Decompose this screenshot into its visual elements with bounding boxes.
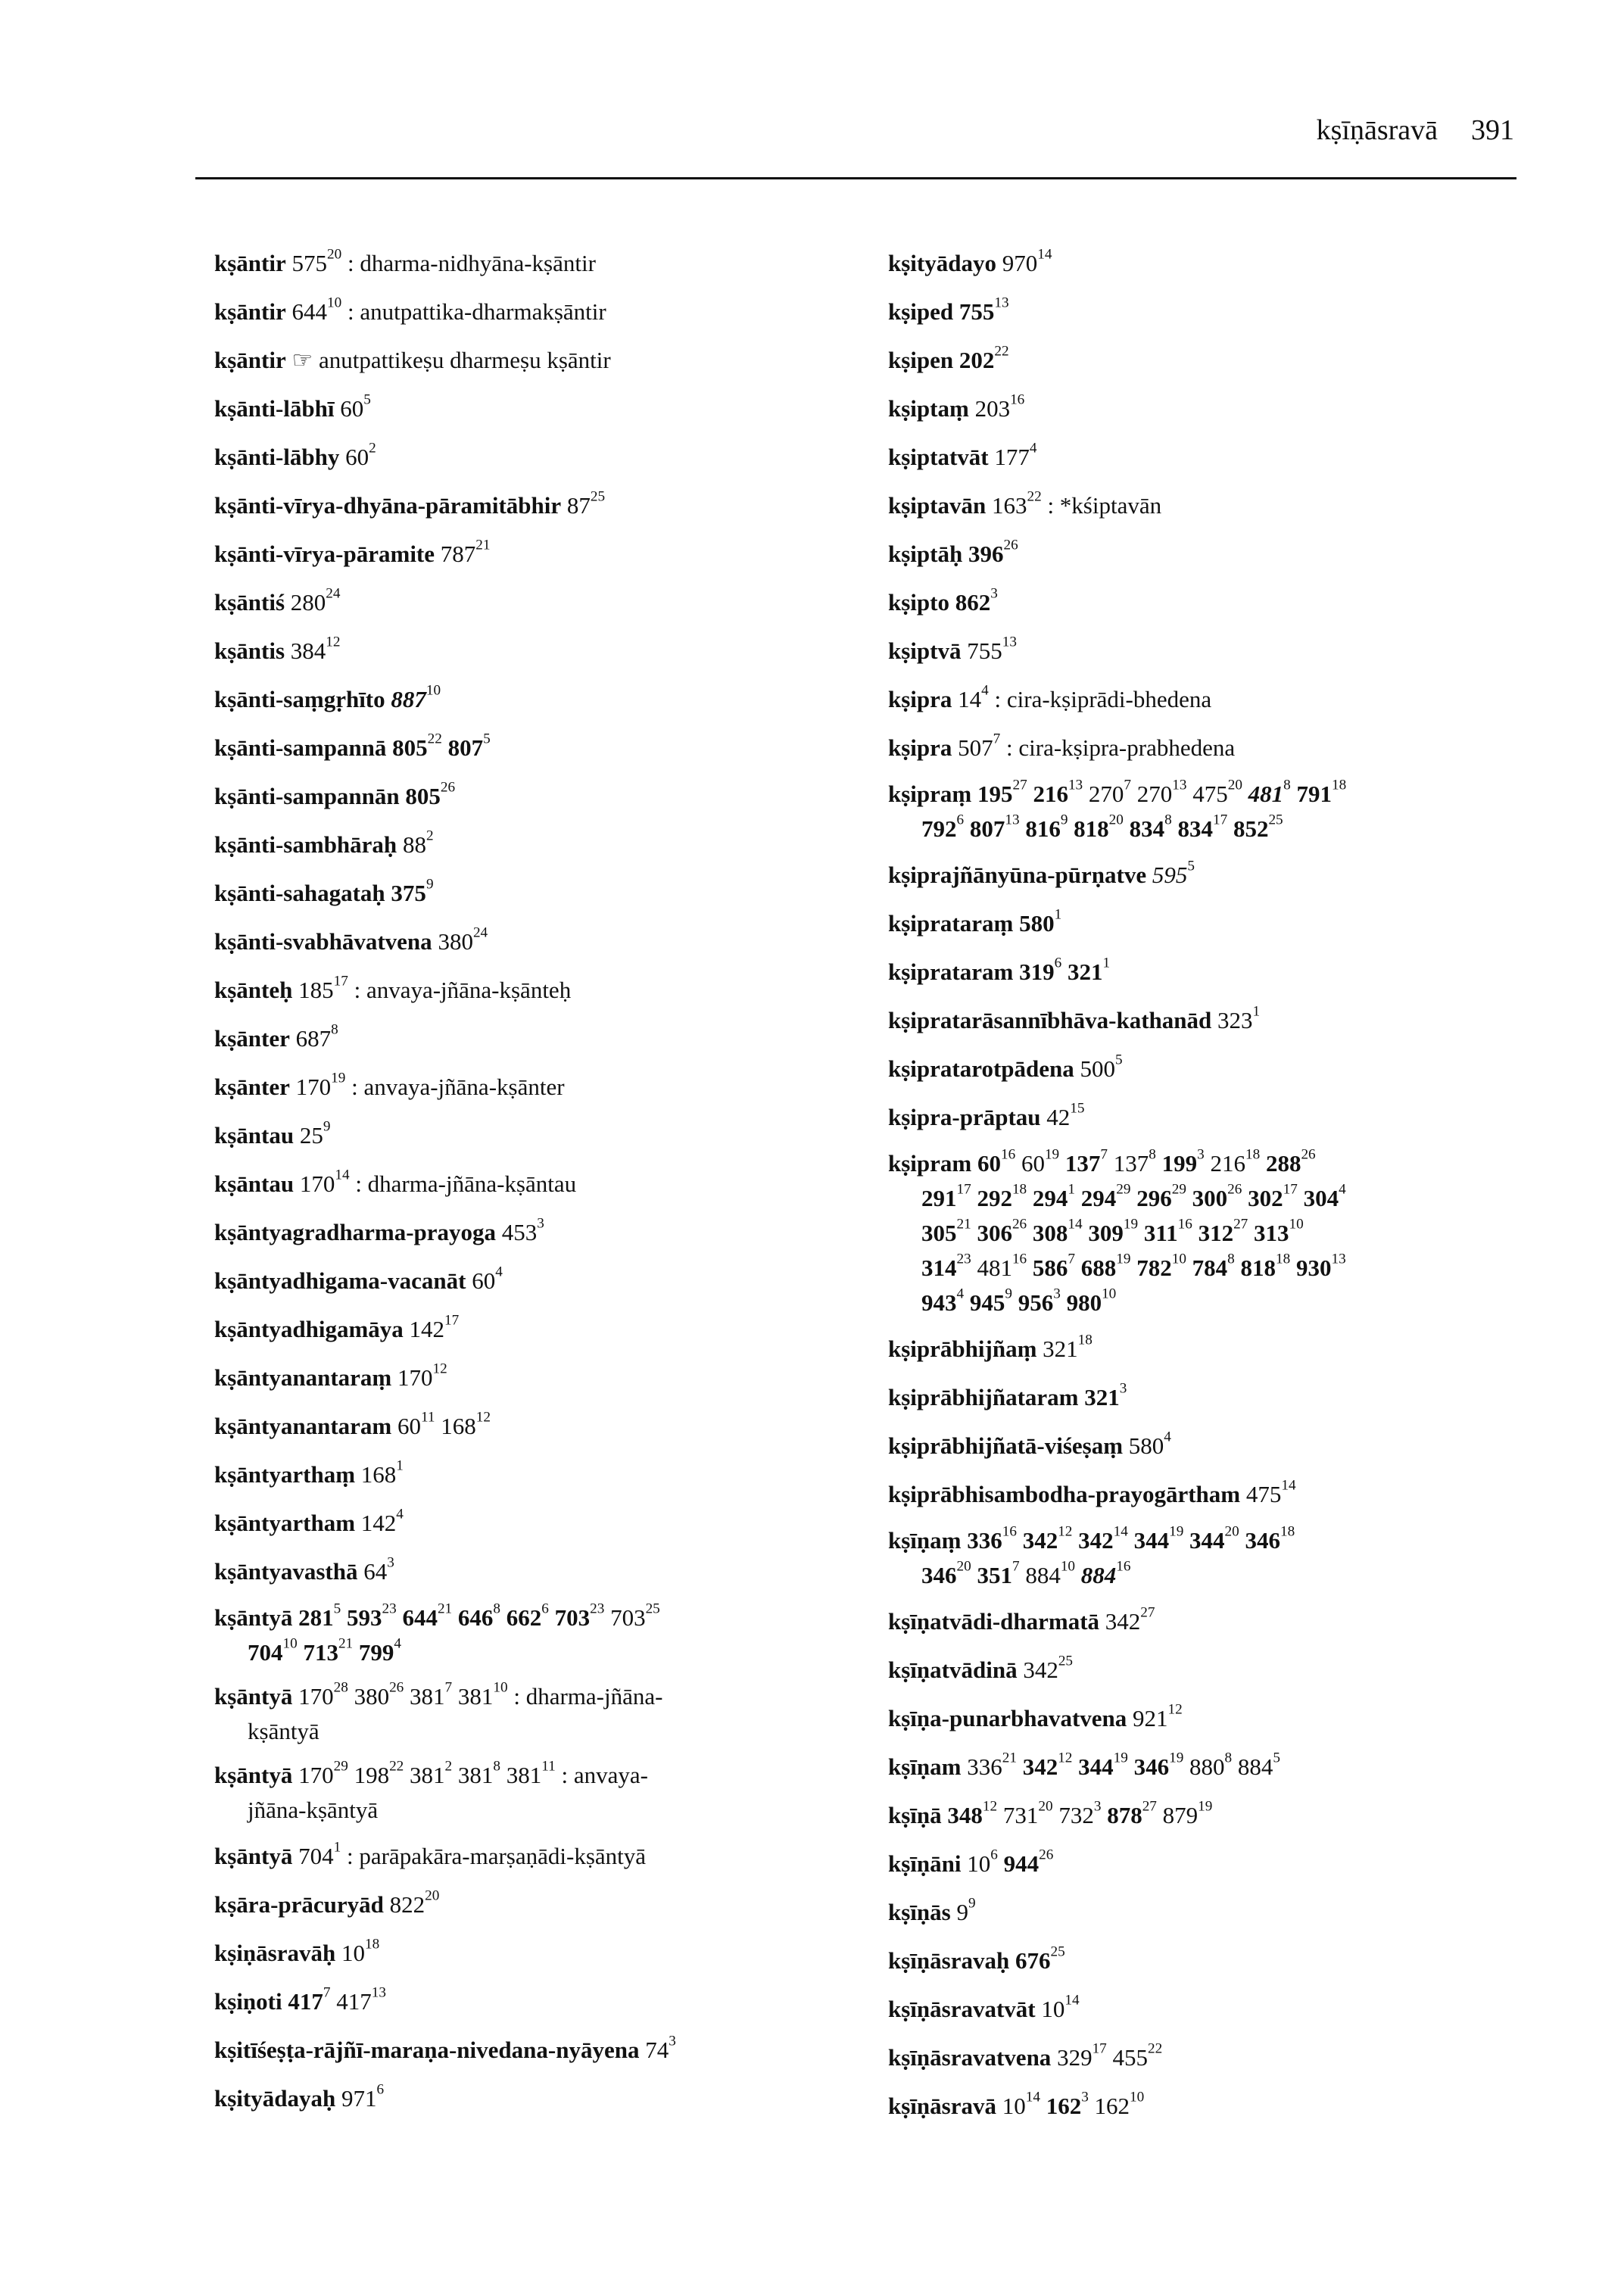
index-entry: kṣiptaṃ $203^{16}$ (888, 391, 1025, 422)
index-entry: kṣiprābhijñatā-viśeṣaṃ $580^4$ (888, 1429, 1171, 1459)
index-entry: kṣāntyanantaram $60^{11}$ $168^{12}$ (214, 1409, 491, 1439)
running-head-word: kṣīṇāsravā (1316, 114, 1438, 146)
index-entry: kṣānteḥ $185^{17}$ : anvaya-jñāna-kṣānteḥ (214, 973, 572, 1003)
index-entry: kṣāntyā $281^5$ $593^{23}$ $644^{21}$ $646^8$ $662^6$ $703^{23}$ $703^{25}$ $704^{10}$ $713^{21}$ $799^4$ (214, 1601, 660, 1666)
index-entry: kṣiprābhijñaṃ $321^{18}$ (888, 1332, 1093, 1362)
page-number: 391 (1471, 114, 1514, 146)
index-entry: kṣityādayaḥ $971^6$ (214, 2081, 385, 2112)
index-entry: kṣānti-vīrya-dhyāna-pāramitābhir $87^{25}$ (214, 488, 606, 519)
index-entry: kṣāntyadhigama-vacanāt $60^4$ (214, 1264, 503, 1294)
index-entry: kṣīṇaṃ $336^{16}$ $342^{12}$ $342^{14}$ $344^{19}$ $344^{20}$ $346^{18}$ $346^{20}$ $351^7$ $884^{10}$ $884^{16}$ (888, 1523, 1295, 1588)
index-entry: kṣipram $60^{16}$ $60^{19}$ $137^7$ $137^8$ $199^3$ $216^{18}$ $288^{26}$ $291^{17}$ $292^{18}$ $294^1$ $294^{29}$ $296^{29}$ $300^{26}$ $302^{17}$ $304^4$ $305^{21}$ $306^{26}$ $308^{14}$ $309^{19}$ $311^{16}$ $312^{27}$ $313^{10}$ $314^{23}$ $481^{16}$ $586^7$ $688^{19}$ $782^{10}$ $784^8$ $818^{18}$ $930^{13}$ $943^4$ $945^9$ $956^3$ $980^{10}$ (888, 1146, 1346, 1316)
index-entry: kṣāntiś $280^{24}$ (214, 585, 341, 616)
index-entry: kṣāntyartham $142^4$ (214, 1506, 404, 1536)
index-entry: kṣānter $170^{19}$ : anvaya-jñāna-kṣānter (214, 1070, 565, 1100)
index-entry: kṣāra-prācuryād $822^{20}$ (214, 1887, 440, 1918)
index-entry: kṣipratarāsannībhāva-kathanād $323^1$ (888, 1003, 1261, 1033)
index-entry: kṣipraṃ $195^{27}$ $216^{13}$ $270^7$ $270^{13}$ $475^{20}$ $481^8$ $791^{18}$ $792^6$ $807^{13}$ $816^9$ $818^{20}$ $834^8$ $834^{17}$ $852^{25}$ (888, 777, 1347, 842)
index-entry: kṣiprābhisambodha-prayogārtham $475^{14}$ (888, 1477, 1296, 1507)
index-entry: kṣiprābhijñataram $321^3$ (888, 1380, 1127, 1410)
index-entry: kṣānti-lābhy $60^2$ (214, 440, 376, 470)
index-entry: kṣipratarotpādena $500^5$ (888, 1052, 1123, 1082)
index-entry: kṣīṇāsravatvāt $10^{14}$ (888, 1992, 1080, 2022)
index-entry: kṣāntir ☞ anutpattikeṣu dharmeṣu kṣāntir (214, 347, 611, 373)
index-entry: kṣiprajñānyūna-pūrṇatve $595^5$ (888, 858, 1195, 888)
index-entry: kṣīṇās $9^9$ (888, 1895, 976, 1925)
index-entry: kṣāntyā $170^{29}$ $198^{22}$ $381^2$ $381^8$ $381^{11}$ : anvaya- jñāna-kṣāntyā (214, 1758, 648, 1823)
index-entry: kṣiprataraṃ $580^1$ (888, 906, 1062, 937)
index-entry: kṣāntyarthaṃ $168^1$ (214, 1457, 404, 1488)
index-entry: kṣīṇāsravatvena $329^{17}$ $455^{22}$ (888, 2040, 1163, 2071)
index-entry: kṣāntyanantaraṃ $170^{12}$ (214, 1361, 447, 1391)
index-entry: kṣānti-saṃgṛhīto $887^{10}$ (214, 682, 441, 712)
index-entry: kṣāntau $170^{14}$ : dharma-jñāna-kṣāntau (214, 1167, 577, 1197)
index-entry: kṣānti-sahagataḥ $375^9$ (214, 876, 434, 906)
index-entry: kṣīṇa-punarbhavatvena $921^{12}$ (888, 1701, 1183, 1731)
index-entry: kṣānti-sampannā $805^{22}$ $807^5$ (214, 731, 491, 761)
index-entry: kṣāntyagradharma-prayoga $453^3$ (214, 1215, 544, 1245)
index-entry: kṣānti-vīrya-pāramite $787^{21}$ (214, 537, 491, 567)
header-rule (195, 177, 1516, 179)
index-entry: kṣiptatvāt $177^4$ (888, 440, 1037, 470)
index-entry: kṣānti-svabhāvatvena $380^{24}$ (214, 924, 488, 955)
index-entry: kṣiṇāsravāḥ $10^{18}$ (214, 1936, 380, 1966)
right-column (888, 244, 1532, 2135)
index-entry: kṣipra $14^4$ : cira-kṣiprādi-bhedena (888, 682, 1212, 712)
index-entry: kṣiptavān $163^{22}$ : *kśiptavān (888, 488, 1162, 519)
index-entry: kṣitīśeṣṭa-rājñī-maraṇa-nivedana-nyāyena $74^3$ (214, 2033, 676, 2063)
index-entry: kṣipra-prāptau $42^{15}$ (888, 1100, 1085, 1130)
index-entry: kṣipra $507^7$ : cira-kṣipra-prabhedena (888, 731, 1236, 761)
index-entry: kṣānter $687^8$ (214, 1021, 338, 1052)
index-entry: kṣīṇatvādinā $342^{25}$ (888, 1653, 1074, 1683)
index-entry: kṣīṇā $348^{12}$ $731^{20}$ $732^3$ $878^{27}$ $879^{19}$ (888, 1798, 1213, 1828)
index-entry: kṣāntir $644^{10}$ : anutpattika-dharmakṣāntir (214, 295, 606, 325)
index-entry: kṣāntis $384^{12}$ (214, 634, 341, 664)
index-entry: kṣityādayo $970^{14}$ (888, 246, 1052, 276)
index-entry: kṣānti-sampannān $805^{26}$ (214, 779, 456, 809)
index-entry: kṣāntyā $704^1$ : parāpakāra-marṣaṇādi-kṣāntyā (214, 1839, 647, 1869)
index-entry: kṣīṇāsravā $10^{14}$ $162^3$ $162^{10}$ (888, 2089, 1145, 2119)
left-column (214, 244, 858, 2127)
index-entry: kṣīṇam $336^{21}$ $342^{12}$ $344^{19}$ $346^{19}$ $880^8$ $884^5$ (888, 1750, 1281, 1780)
index-entry: kṣānti-lābhī $60^5$ (214, 391, 371, 422)
index-entry: kṣīṇāsravaḥ $676^{25}$ (888, 1943, 1065, 1974)
index-entry: kṣipto $862^3$ (888, 585, 998, 616)
index-entry: kṣīṇatvādi-dharmatā $342^{27}$ (888, 1604, 1155, 1635)
index-entry: kṣiprataram $319^6$ $321^1$ (888, 955, 1111, 985)
index-entry: kṣiped $755^{13}$ (888, 295, 1009, 325)
index-entry: kṣāntyavasthā $64^3$ (214, 1554, 394, 1585)
running-header (1242, 114, 1514, 159)
index-entry: kṣānti-sambhāraḥ $88^2$ (214, 828, 434, 858)
index-entry: kṣāntyadhigamāya $142^{17}$ (214, 1312, 460, 1342)
index-entry: kṣipen $202^{22}$ (888, 343, 1009, 373)
index-entry: kṣāntau $25^9$ (214, 1118, 331, 1149)
index-entry: kṣiṇoti $417^7$ $417^{13}$ (214, 1984, 386, 2015)
index-entry: kṣiptvā $755^{13}$ (888, 634, 1017, 664)
index-entry: kṣiptāḥ $396^{26}$ (888, 537, 1018, 567)
index-entry: kṣāntir $575^{20}$ : dharma-nidhyāna-kṣāntir (214, 246, 596, 276)
index-entry: kṣāntyā $170^{28}$ $380^{26}$ $381^7$ $381^{10}$ : dharma-jñāna- kṣāntyā (214, 1679, 663, 1744)
index-entry: kṣīṇāni $10^6$ $944^{26}$ (888, 1847, 1054, 1877)
